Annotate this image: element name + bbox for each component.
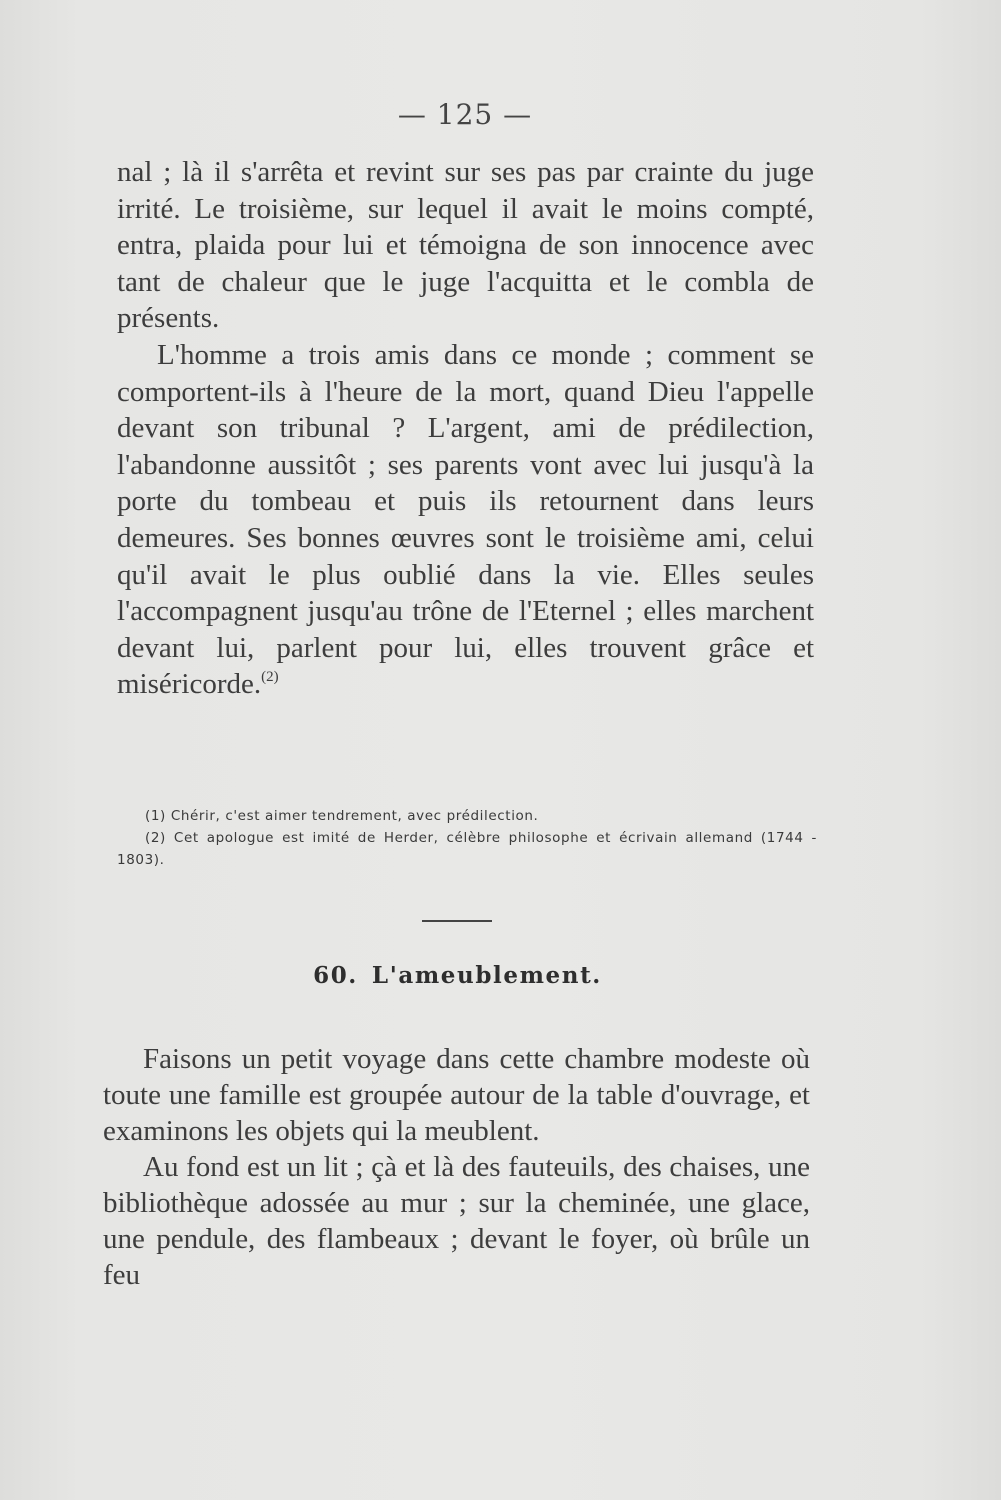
top-paragraph-2-text: L'homme a trois amis dans ce monde ; comment se comportent-ils à l'heure de la mort, quand Dieu l'appelle devant son tribunal ? L'argent, ami de prédilection, l'abandonne aussitôt ; ses parents vont avec lui jusqu'à la porte du tombeau et puis ils retournent dans leurs demeures. Ses bonnes œuvres sont le troisième ami, celui qu'il avait le plus oublié dans la vie. Elles seules l'accompagnent jusqu'au trône de l'Eternel ; elles marchent devant lui, parlent pour lui, elles trouvent grâce et miséricorde. <box>117 338 814 701</box>
top-text-block <box>117 154 814 703</box>
bottom-text-block <box>103 1041 810 1293</box>
bottom-paragraph-1: Faisons un petit voyage dans cette chambre modeste où toute une famille est groupée autour de la table d'ouvrage, et examinons les objets qui la meublent. <box>103 1043 810 1147</box>
footnote-1: (1) Chérir, c'est aimer tendrement, avec prédilection. <box>145 808 539 824</box>
section-number: 60. <box>313 962 358 989</box>
section-divider <box>422 920 492 922</box>
footnote-reference-2: (2) <box>261 669 279 686</box>
page-number: — 125 — <box>397 98 533 131</box>
top-paragraph-2 <box>117 337 814 703</box>
footnotes <box>117 805 817 871</box>
section-heading <box>0 962 915 989</box>
section-title: L'ameublement. <box>371 962 602 989</box>
footnote-2: (2) Cet apologue est imité de Herder, célèbre philosophe et écrivain allemand (1744 - 1803). <box>117 830 817 868</box>
top-paragraph-1: nal ; là il s'arrêta et revint sur ses pas par crainte du juge irrité. Le troisième, sur lequel il avait le moins compté, entra, plaida pour lui et témoigna de son innocence avec tant de chaleur que le juge l'acquitta et le combla de présents. <box>117 156 814 335</box>
bottom-paragraph-2: Au fond est un lit ; çà et là des fauteuils, des chaises, une bibliothèque adossée au mur ; sur la cheminée, une glace, une pendule, des flambeaux ; devant le foyer, où brûle un feu <box>103 1151 810 1291</box>
